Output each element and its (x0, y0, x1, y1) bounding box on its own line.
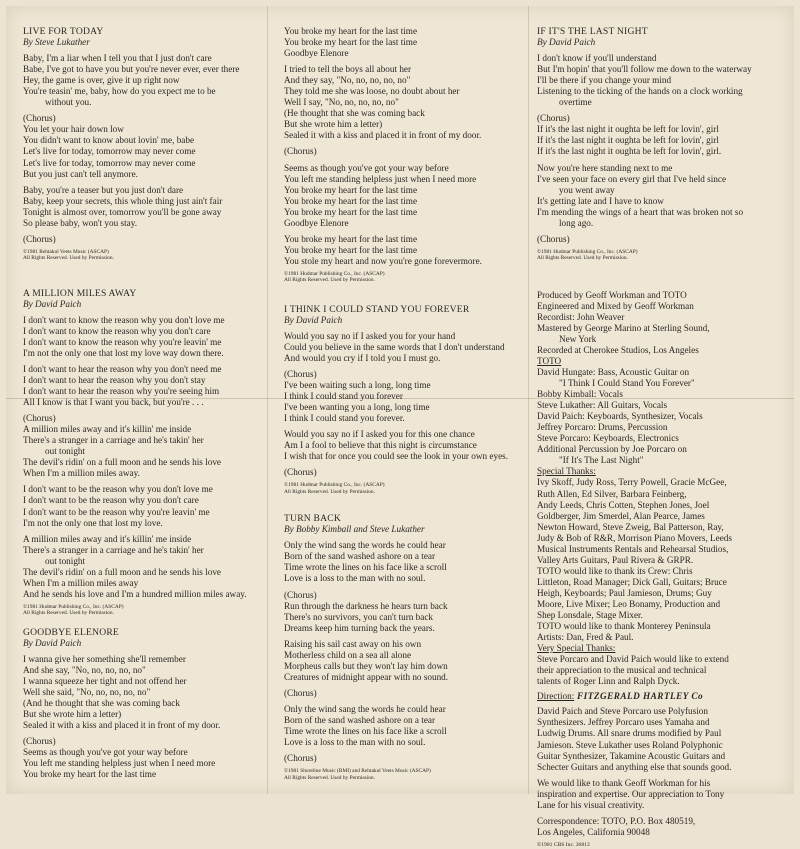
lyric-line: Baby, keep your secrets, this whole thing just ain't fair (23, 195, 223, 206)
gear-line: Synthesizers. Jeffrey Porcaro uses Yamaha and (537, 717, 710, 728)
band-member-line: Bobby Kimball: Vocals (537, 389, 623, 400)
lyric-line: Sealed it with a kiss and placed it in front of my door. (284, 130, 482, 141)
band-member-line-continuation: "I Think I Could Stand You Forever" (559, 378, 695, 389)
lyric-line: Sealed it with a kiss and placed it in front of my door. (23, 720, 221, 731)
lyric-line: Am I a fool to believe that this night is circumstance (284, 440, 477, 451)
song-title: A MILLION MILES AWAY (23, 287, 137, 299)
copyright-notice (23, 604, 275, 617)
copyright-line: ©1981 Hudmar Publishing Co., Inc. (ASCAP) (284, 270, 385, 277)
lyric-line: Would you say no if I asked you for your hand (284, 330, 456, 341)
lyric-line-continuation: you went away (559, 184, 615, 195)
lyric-line: So please baby, won't you stay. (23, 217, 138, 228)
lyric-line: There's a stranger in a carriage and he's takin' her (23, 435, 204, 446)
lyric-line: I think I could stand you forever (284, 391, 403, 402)
lyric-line: (He thought that she was coming back (284, 108, 425, 119)
copyright-notice (537, 249, 785, 262)
lyric-line: When I'm a million miles away (23, 577, 139, 588)
lyric-line: A million miles away and it's killin' me inside (23, 533, 192, 544)
gear-line: Guitar Synthesizer, Takamine Acoustic Guitars and (537, 750, 726, 761)
lyric-line: Only the wind sang the words he could hear (284, 703, 446, 714)
lyric-line: (Chorus) (23, 233, 56, 244)
thanks-line: Moore, Live Mixer; Leo Bonamy, Production and (537, 598, 721, 609)
lyric-line: They told me she was loose, no doubt about her (284, 86, 460, 97)
lyric-line: Motherless child on a sea all alone (284, 649, 412, 660)
lyric-line: You left me standing helpless just when I need more (23, 758, 216, 769)
lyric-line: And he sends his love and I'm a hundred million miles away. (23, 588, 247, 599)
correspondence-line: Los Angeles, California 90048 (537, 826, 650, 837)
lyric-line: You let your hair down low (23, 124, 124, 135)
very-thanks-line: their appreciation to the musical and technical (537, 665, 707, 676)
thanks-line: Ivy Skoff, Judy Ross, Terry Powell, Gracie McGee, (537, 477, 727, 488)
band-member-line: Steve Lukather: All Guitars, Vocals (537, 400, 668, 411)
copyright-line: ©1981 Hudmar Publishing Co., Inc. (ASCAP) (537, 248, 638, 255)
thanks-line: Andy Leeds, Chris Cotten, Stephen Jones, Joel (537, 499, 710, 510)
lyric-line: It's getting late and I have to know (537, 195, 664, 206)
gear-line: Ludwig Drums. All snare drums modified by Paul (537, 728, 722, 739)
lyric-line: Born of the sand washed ashore on a tear (284, 551, 436, 562)
lyric-line: (Chorus) (537, 233, 570, 244)
closing-line: inspiration and expertise. Our appreciation to Tony (537, 788, 725, 799)
very-thanks-line: Steve Porcaro and David Paich would like to extend (537, 654, 729, 665)
lyric-line: Love is a loss to the man with no soul. (284, 573, 426, 584)
lyric-line: Creatures of midnight appear with no sound. (284, 671, 449, 682)
lyric-line: (Chorus) (23, 736, 56, 747)
song-title: TURN BACK (284, 513, 341, 525)
copyright-line: All Rights Reserved. Used by Permission. (23, 255, 114, 262)
copyright-line: All Rights Reserved. Used by Permission. (23, 610, 114, 617)
lyric-line: (And he thought that she was coming back (23, 697, 180, 708)
lyric-line: Seems as though you've got your way before (284, 162, 449, 173)
song-author: By David Paich (537, 37, 596, 48)
thanks-line: Shep Lonsdale, Stage Mixer. (537, 610, 643, 621)
lyric-line: If it's the last night it oughta be left for lovin', girl (537, 135, 719, 146)
lyric-line: (Chorus) (284, 589, 317, 600)
song-author: By Bobby Kimball and Steve Lukather (284, 524, 425, 535)
lyric-line: I don't want to hear the reason why you don't need me (23, 363, 222, 374)
lyric-line: Dreams keep him turning back the years. (284, 622, 435, 633)
lyric-line: Baby, you're a teaser but you just don't dare (23, 184, 184, 195)
lyric-line: Let's live for today, tomorrow may never come (23, 157, 196, 168)
lyric-line: But you just can't tell anymore. (23, 168, 138, 179)
lyric-line: I wanna give her something she'll remember (23, 653, 186, 664)
credit-line: Recordist: John Weaver (537, 311, 625, 322)
song-gap (23, 262, 275, 288)
band-member-line: Steve Porcaro: Keyboards, Electronics (537, 433, 679, 444)
lyric-line-continuation: without you. (45, 97, 92, 108)
lyric-line: You broke my heart for the last time (284, 37, 418, 48)
closing-line: We would like to thank Geoff Workman for his (537, 777, 711, 788)
band-member-line: David Paich: Keyboards, Synthesizer, Vocals (537, 411, 703, 422)
very-thanks-line: talents of Roger Linn and Ralph Dyck. (537, 676, 680, 687)
lyric-line: I don't want to hear the reason why you're seeing him (23, 386, 220, 397)
lyric-line: Goodbye Elenore (284, 48, 349, 59)
song-gap (537, 262, 785, 290)
song-gap (284, 495, 534, 513)
lyric-line: Well I say, "No, no, no, no, no" (284, 97, 399, 108)
gear-line: David Paich and Steve Porcaro use Polyfusion (537, 706, 708, 717)
thanks-line: TOTO would like to thank its Crew: Chris (537, 565, 693, 576)
lyric-line: Listening to the ticking of the hands on a clock working (537, 86, 743, 97)
lyric-line-continuation: out tonight (45, 446, 86, 457)
lyric-line: You're teasin' me, baby, how do you expect me to be (23, 86, 216, 97)
copyright-line: ©1981 Rehtakul Veets Music (ASCAP) (23, 248, 109, 255)
thanks-line: Goldberger, Jim Smerdel, Alan Pearce, James (537, 510, 705, 521)
lyric-line-continuation: long ago. (559, 217, 594, 228)
song-author: By David Paich (284, 314, 343, 325)
direction-label: Direction: (537, 691, 575, 702)
lyric-line: I wanna squeeze her tight and not offend her (23, 675, 187, 686)
credit-line: Engineered and Mixed by Geoff Workman (537, 300, 694, 311)
lyric-line: Well she said, "No, no, no, no, no" (23, 686, 151, 697)
special-thanks-heading: Special Thanks: (537, 466, 596, 477)
song-title: IF IT'S THE LAST NIGHT (537, 26, 648, 37)
lyric-line: (Chorus) (284, 687, 317, 698)
column-middle (284, 26, 534, 781)
lyric-line: I don't want to know the reason why you don't care (23, 325, 211, 336)
lyric-line: You broke my heart for the last time (284, 233, 418, 244)
song-author: By Steve Lukather (23, 37, 90, 48)
lyric-line: You broke my heart for the last time (23, 769, 157, 780)
copyright-notice (284, 482, 534, 495)
lyric-line: A million miles away and it's killin' me inside (23, 424, 192, 435)
lyric-line: I don't want to know the reason why you don't love me (23, 314, 225, 325)
lyric-line: I don't want to hear the reason why you don't stay (23, 374, 206, 385)
management-logo: FITZGERALD HARTLEY Co (574, 691, 704, 702)
lyric-line: You broke my heart for the last time (284, 195, 418, 206)
direction-line (537, 691, 785, 702)
lyric-line-continuation: out tonight (45, 555, 86, 566)
lyric-line: Now you're here standing next to me (537, 162, 673, 173)
thanks-line: Valley Arts Guitars, Paul Rivera & GRPR. (537, 554, 694, 565)
lyric-line: Seems as though you've got your way before (23, 747, 188, 758)
lyric-line: Goodbye Elenore (284, 217, 349, 228)
column-right (537, 26, 785, 849)
song-5 (284, 513, 534, 781)
lyric-line: I've seen your face on every girl that I've held since (537, 173, 727, 184)
lyric-line: Would you say no if I asked you for this one chance (284, 429, 475, 440)
lyric-line: (Chorus) (284, 146, 317, 157)
copyright-notice (284, 768, 534, 781)
album-credits (537, 290, 785, 849)
lyric-line: But I'm hopin' that you'll follow me down to the waterway (537, 64, 752, 75)
thanks-line: Heigh, Keyboards; Paul Jamieson, Drums; Guy (537, 587, 712, 598)
copyright-line: All Rights Reserved. Used by Permission. (284, 277, 375, 284)
song-0 (23, 26, 275, 262)
lyric-line: Tonight is almost over, tomorrow you'll be gone away (23, 206, 222, 217)
song-gap (23, 617, 275, 627)
lyric-line: I'm not the only one that lost my love. (23, 517, 163, 528)
lyric-line: (Chorus) (284, 467, 317, 478)
lyric-line: You stole my heart and now you're gone forevermore. (284, 255, 482, 266)
closing-line: Lane for his visual creativity. (537, 799, 645, 810)
lyric-line: There's no survivors, you can't turn back (284, 611, 433, 622)
song-2 (23, 627, 275, 781)
lyric-line: The devil's ridin' on a full moon and he sends his love (23, 566, 222, 577)
correspondence-line: Correspondence: TOTO, P.O. Box 480519, (537, 815, 696, 826)
lyric-line: (Chorus) (23, 113, 56, 124)
lyric-line: I don't want to be the reason why you don't love me (23, 484, 213, 495)
thanks-line: TOTO would like to thank Monterey Peninsula (537, 621, 711, 632)
thanks-line: Artists: Dan, Fred & Paul. (537, 632, 634, 643)
lyric-line: All I know is that I want you back, but you're . . . (23, 397, 204, 408)
thanks-line: Littleton, Road Manager; Dick Gall, Guitars; Bruce (537, 576, 727, 587)
lyric-line: You broke my heart for the last time (284, 244, 418, 255)
band-member-line-continuation: "If It's The Last Night" (559, 455, 644, 466)
lyric-line: You didn't want to know about lovin' me, babe (23, 135, 195, 146)
lyric-line: Only the wind sang the words he could hear (284, 540, 446, 551)
lyric-line: You broke my heart for the last time (284, 206, 418, 217)
lyric-line: (Chorus) (284, 368, 317, 379)
lyric-line: But she wrote him a letter) (23, 709, 122, 720)
lyric-line: But she wrote him a letter) (284, 119, 383, 130)
lyric-line: You left me standing helpless just when I need more (284, 173, 477, 184)
lyric-line: The devil's ridin' on a full moon and he sends his love (23, 457, 222, 468)
lyric-line: You broke my heart for the last time (284, 184, 418, 195)
lyric-line: You broke my heart for the last time (284, 26, 418, 36)
song-author: By David Paich (23, 298, 82, 309)
catalog-footer: ©1981 CBS Inc. 36813 (537, 841, 590, 848)
lyric-line: There's a stranger in a carriage and he's takin' her (23, 544, 204, 555)
lyric-line: Love is a loss to the man with no soul. (284, 737, 426, 748)
lyric-line: And they say, "No, no, no, no, no" (284, 75, 411, 86)
lyric-line: And she say, "No, no, no, no, no" (23, 664, 146, 675)
lyric-line: If it's the last night it oughta be left for lovin', girl. (537, 146, 722, 157)
thanks-line: Musical Instruments Rentals and Rehearsal Studios, (537, 543, 729, 554)
band-member-line: Additional Percussion by Joe Porcaro on (537, 444, 687, 455)
lyric-line: I don't want to be the reason why you're leavin' me (23, 506, 210, 517)
lyric-line: I don't want to know the reason why you're leavin' me (23, 336, 222, 347)
copyright-line: ©1981 Shoreline Music (BMI) and Rehtakul Veets Music (ASCAP) (284, 768, 431, 775)
lyric-line: I've been wanting you a long, long time (284, 402, 430, 413)
lyric-line: (Chorus) (23, 413, 56, 424)
credit-line-continuation: New York (559, 333, 597, 344)
lyric-line: Run through the darkness he hears turn back (284, 600, 448, 611)
lyric-line: Born of the sand washed ashore on a tear (284, 714, 436, 725)
copyright-notice (284, 271, 534, 284)
lyric-line: I don't want to be the reason why you don't care (23, 495, 199, 506)
lyric-line: Babe, I've got to have you but you're never ever, ever there (23, 64, 240, 75)
song-gap (284, 284, 534, 304)
credit-line: Produced by Geoff Workman and TOTO (537, 289, 687, 300)
very-special-thanks-heading: Very Special Thanks: (537, 643, 616, 654)
credit-line: Recorded at Cherokee Studios, Los Angeles (537, 344, 699, 355)
song-title: GOODBYE ELENORE (23, 626, 119, 638)
copyright-line: ©1981 Hudmar Publishing Co., Inc. (ASCAP) (23, 603, 124, 610)
lyric-line: Baby, I'm a liar when I tell you that I just don't care (23, 53, 212, 64)
copyright-line: ©1981 Hudmar Publishing Co., Inc. (ASCAP) (284, 482, 385, 489)
copyright-line: All Rights Reserved. Used by Permission. (284, 488, 375, 495)
credit-line: Mastered by George Marino at Sterling Sound, (537, 322, 710, 333)
copyright-line: All Rights Reserved. Used by Permission. (537, 255, 628, 262)
lyric-line: Hey, the game is over, give it up right now (23, 75, 180, 86)
thanks-line: Ruth Allen, Ed Silver, Barbara Feinberg, (537, 488, 687, 499)
lyric-line: (Chorus) (537, 113, 570, 124)
song-title: LIVE FOR TODAY (23, 26, 104, 37)
song-3 (284, 26, 534, 284)
gear-line: Jamieson. Steve Lukather uses Roland Polyphonic (537, 739, 723, 750)
copyright-line: All Rights Reserved. Used by Permission. (284, 774, 375, 781)
thanks-line: Newton Howard, Steve Zweig, Bal Patterson, Ray, (537, 521, 724, 532)
lyric-line: I tried to tell the boys all about her (284, 64, 412, 75)
lyric-line: If it's the last night it oughta be left for lovin', girl (537, 124, 719, 135)
lyric-line: I'll be there if you change your mind (537, 75, 672, 86)
lyric-line-continuation: overtime (559, 97, 592, 108)
lyric-line: I don't know if you'll understand (537, 53, 657, 64)
thanks-line: Judy & Bob of R&R, Morrison Piano Movers, Leeds (537, 532, 732, 543)
lyric-line: Could you believe in the same words that I don't understand (284, 341, 505, 352)
lyric-line: I wish that for once you could see the look in your own eyes. (284, 451, 509, 462)
song-6 (537, 26, 785, 262)
lyric-line: Morpheus calls but they won't lay him down (284, 660, 448, 671)
lyric-line: Time wrote the lines on his face like a scroll (284, 562, 447, 573)
lyric-line: (Chorus) (284, 753, 317, 764)
column-left (23, 26, 275, 780)
lyric-line: Let's live for today, tomorrow may never come (23, 146, 196, 157)
song-1 (23, 288, 275, 617)
lyric-line: I'm mending the wings of a heart that was broken not so (537, 206, 744, 217)
lyric-line: And would you cry if I told you I must go. (284, 352, 441, 363)
lyric-line: I'm not the only one that lost my love way down there. (23, 347, 224, 358)
band-heading: TOTO (537, 355, 562, 366)
gear-line: Schecter Guitars and anything else that sounds good. (537, 761, 732, 772)
lyric-line: I've been waiting such a long, long time (284, 380, 431, 391)
lyric-line: I think I could stand you forever. (284, 413, 405, 424)
lyric-line: When I'm a million miles away. (23, 468, 140, 479)
lyric-line: Raising his sail cast away on his own (284, 638, 422, 649)
song-title: I THINK I COULD STAND YOU FOREVER (284, 303, 470, 315)
band-member-line: Jeffrey Porcaro: Drums, Percussion (537, 422, 668, 433)
copyright-notice (23, 249, 275, 262)
song-4 (284, 304, 534, 495)
lyric-line: Time wrote the lines on his face like a scroll (284, 726, 447, 737)
song-author: By David Paich (23, 637, 82, 648)
band-member-line: David Hungate: Bass, Acoustic Guitar on (537, 366, 690, 377)
